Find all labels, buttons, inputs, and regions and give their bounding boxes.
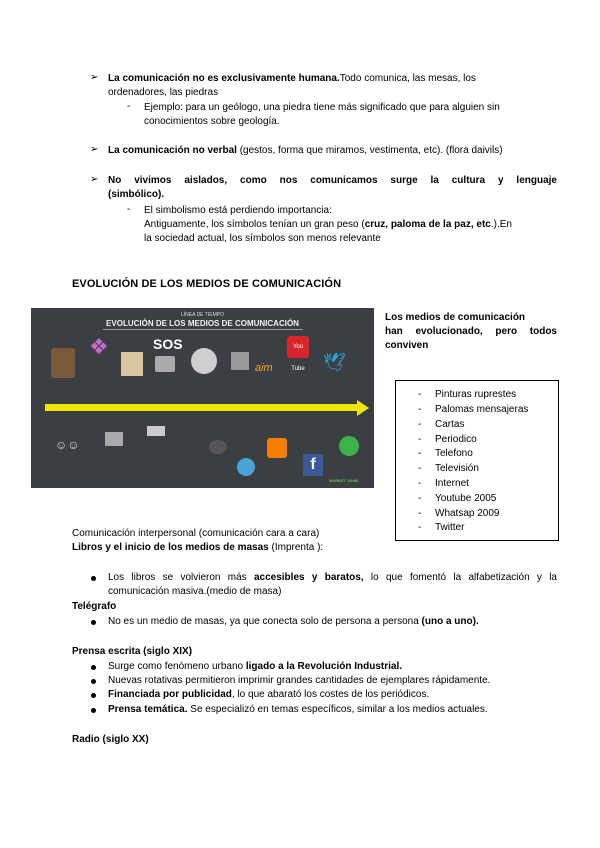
media-list-item: Cartas: [435, 419, 465, 430]
dash-bullet-icon: -: [418, 478, 422, 489]
prensa-bullet: Nuevas rotativas permitieron imprimir grandes cantidades de ejemplares rápidamente.: [108, 675, 491, 686]
paragraph-line: (simbólico).: [108, 189, 165, 200]
media-list-item: Youtube 2005: [435, 493, 497, 504]
timeline-arrow-shaft: [45, 404, 357, 411]
arrow-bullet-icon: ➢: [90, 174, 99, 185]
prensa-bullet: Financiada por publicidad, lo que abarató los costes de los periódicos.: [108, 689, 430, 700]
radio-heading: Radio (siglo XX): [72, 734, 149, 745]
dash-bullet-icon: -: [418, 389, 422, 400]
prensa-bullet: Surge como fenómeno urbano ligado a la Revolución Industrial.: [108, 661, 403, 672]
symbolism-line: El simbolismo está perdiendo importancia:: [144, 205, 332, 216]
dash-bullet-icon: -: [418, 493, 422, 504]
radio-icon: [191, 348, 217, 374]
dash-bullet-icon: -: [418, 404, 422, 415]
dash-bullet-icon: -: [418, 508, 422, 519]
dash-bullet-icon: -: [418, 463, 422, 474]
timeline-image: [31, 308, 374, 488]
section-title: EVOLUCIÓN DE LOS MEDIOS DE COMUNICACIÓN: [72, 278, 342, 290]
arrow-bullet-icon: ➢: [90, 144, 99, 155]
arrow-bullet-icon: ➢: [90, 72, 99, 83]
bullet-icon: [91, 665, 96, 670]
dash-bullet-icon: -: [418, 448, 422, 459]
sos-icon: SOS: [153, 336, 183, 352]
symbolism-line: Antiguamente, los símbolos tenían un gran peso (cruz, paloma de la paz, etc.).En: [144, 219, 512, 230]
paragraph-culture: No vivimos aislados, como nos comunicamos surge la cultura y lenguaje: [108, 175, 557, 186]
media-list-box: [395, 380, 559, 541]
phone-icon: [209, 440, 227, 454]
telegraph-icon: [155, 356, 175, 372]
bullet-icon: [91, 708, 96, 713]
dash-bullet-icon: -: [127, 101, 131, 112]
timeline-title: EVOLUCIÓN DE LOS MEDIOS DE COMUNICACIÓN: [106, 319, 299, 328]
dash-bullet-icon: -: [418, 522, 422, 533]
letter-icon: [121, 352, 143, 376]
dash-bullet-icon: -: [418, 434, 422, 445]
cave-painting-icon: [51, 348, 75, 378]
side-text-line: Los medios de comunicación: [385, 312, 526, 323]
paragraph-non-human: La comunicación no es exclusivamente humana.Todo comunica, las mesas, los: [108, 73, 476, 84]
interpersonal-line: Comunicación interpersonal (comunicación cara a cara): [72, 528, 320, 539]
paragraph-line: ordenadores, las piedras: [108, 87, 219, 98]
dash-bullet-icon: -: [418, 419, 422, 430]
media-list-item: Pinturas ruprestes: [435, 389, 517, 400]
timeline-arrowhead-icon: [357, 400, 369, 416]
media-list-item: Whatsap 2009: [435, 508, 500, 519]
dove-icon: ❖: [89, 334, 109, 359]
press-icon: [105, 432, 123, 446]
image-credit: MARKET SANK: [329, 478, 359, 483]
bullet-icon: [91, 693, 96, 698]
media-list-item: Periodico: [435, 434, 477, 445]
timeline-small-title: LÍNEA DE TIEMPO: [181, 312, 224, 318]
prensa-bullet: Prensa temática. Se especializó en temas específicos, similar a los medios actuales.: [108, 704, 488, 715]
internet-icon: [237, 458, 255, 476]
bullet-icon: [91, 620, 96, 625]
title-underline: [103, 329, 303, 330]
symbolism-line: la sociedad actual, los símbolos son menos relevante: [144, 233, 381, 244]
media-list-item: Twitter: [435, 522, 465, 533]
twitter-icon: 🕊: [323, 352, 346, 372]
telegrafo-heading: Telégrafo: [72, 601, 117, 612]
side-text-line: han evolucionado, pero todos: [385, 326, 557, 337]
dash-bullet-icon: -: [127, 204, 131, 215]
people-icon: ☺☺: [55, 438, 80, 452]
media-list-item: Palomas mensajeras: [435, 404, 529, 415]
typewriter-icon: [147, 426, 165, 436]
youtube-icon: You Tube: [287, 336, 309, 358]
example-line: conocimientos sobre geología.: [144, 116, 280, 127]
libros-bullet-line: comunicación masiva.(medio de masa): [108, 586, 282, 597]
television-icon: [231, 352, 249, 370]
media-list-item: Internet: [435, 478, 469, 489]
whatsapp-icon: [339, 436, 359, 456]
media-list-item: Televisión: [435, 463, 479, 474]
prensa-heading: Prensa escrita (siglo XIX): [72, 646, 193, 657]
bullet-icon: [91, 679, 96, 684]
side-text-line: conviven: [385, 340, 429, 351]
paragraph-non-verbal: La comunicación no verbal (gestos, forma que miramos, vestimenta, etc). (flora daivils): [108, 145, 503, 156]
libros-heading: Libros y el inicio de los medios de masas (Imprenta ):: [72, 542, 324, 553]
example-line: Ejemplo: para un geólogo, una piedra tiene más significado que para alguien sin: [144, 102, 500, 113]
telegrafo-bullet: No es un medio de masas, ya que conecta solo de persona a persona (uno a uno).: [108, 616, 479, 627]
bullet-icon: [91, 576, 96, 581]
blogger-icon: [267, 438, 287, 458]
libros-bullet: Los libros se volvieron más accesibles y baratos, lo que fomentó la alfabetización y la: [108, 572, 557, 583]
facebook-icon: f: [303, 454, 323, 476]
aim-icon: aim: [255, 362, 273, 374]
media-list-item: Telefono: [435, 448, 473, 459]
